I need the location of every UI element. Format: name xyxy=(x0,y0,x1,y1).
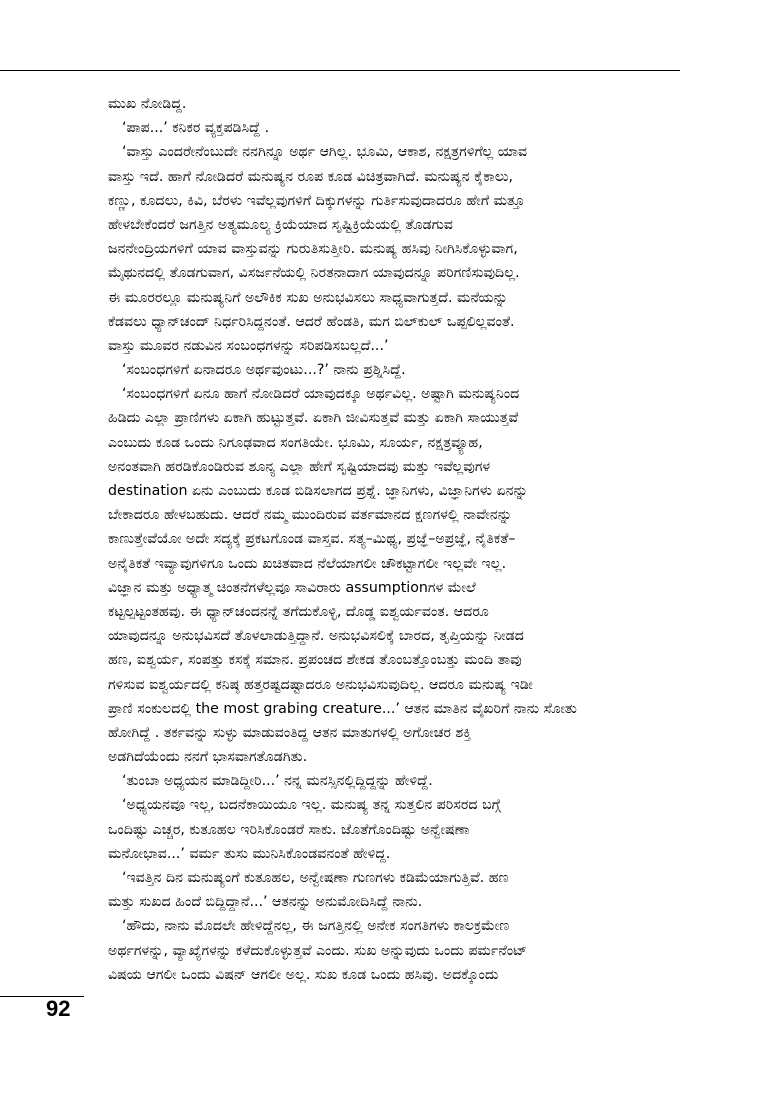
text-line: ಒಂದಿಷ್ಟು ಎಚ್ಚರ, ಕುತೂಹಲ ಇರಿಸಿಕೊಂಡರೆ ಸಾಕು. ಜೊತೆಗೊಂದಿಷ್ಟು ಅನ್ವೇಷಣಾ xyxy=(108,821,470,838)
text-line: ‘ಪಾಪ...’ ಕನಿಕರ ವ್ಯಕ್ತಪಡಿಸಿದ್ದೆ . xyxy=(122,120,270,137)
text-line: ವಿಷಯ ಆಗಲೀ ಒಂದು ವಿಷನ್ ಆಗಲೀ ಅಲ್ಲ. ಸುಖ ಕೂಡ ಒಂದು ಹಸಿವು. ಅದಕ್ಕೊಂದು xyxy=(108,966,499,983)
text-line: ಕಾಣುತ್ತೇವೆಯೋ ಅದೇ ಸದ್ಯಕ್ಕೆ ಪ್ರಕಟಗೊಂಡ ವಾಸ್ತವ. ಸತ್ಯ–ಮಿಥ್ಯ, ಪ್ರಜ್ಞೆ–ಅಪ್ರಜ್ಞೆ, ನೈತಿಕತೆ– xyxy=(108,531,516,548)
text-line: ಅಡಗಿದೆಯೆಂದು ನನಗೆ ಭಾಸವಾಗತೊಡಗಿತು. xyxy=(108,749,308,766)
top-divider xyxy=(0,70,680,71)
text-line: ಅನಂತವಾಗಿ ಹರಡಿಕೊಂಡಿರುವ ಶೂನ್ಯ ಎಲ್ಲಾ ಹೇಗೆ ಸೃಷ್ಟಿಯಾದವು ಮತ್ತು ಇವೆಲ್ಲವುಗಳ xyxy=(108,458,491,475)
text-line: ಗಳಿಸುವ ಐಶ್ವರ್ಯದಲ್ಲಿ ಕನಿಷ್ಠ ಹತ್ತರಷ್ಟದಷ್ಟಾದರೂ ಅನುಭವಿಸುವುದಿಲ್ಲ. ಆದರೂ ಮನುಷ್ಯ ಇಡೀ xyxy=(108,676,533,693)
text-line: ವಾಸ್ತು ಮೂವರ ನಡುವಿನ ಸಂಬಂಧಗಳನ್ನು ಸರಿಪಡಿಸಬಲ್ಲದೆ...’ xyxy=(108,337,389,354)
text-line: ಅನೈತಿಕತೆ ಇವ್ಯಾವುಗಳಿಗೂ ಒಂದು ಖಚಿತವಾದ ನೆಲೆಯಾಗಲೀ ಚೌಕಟ್ಟಾಗಲೀ ಇಲ್ಲವೇ ಇಲ್ಲ. xyxy=(108,555,507,572)
text-line: ಈ ಮೂರರಲ್ಲೂ ಮನುಷ್ಯನಿಗೆ ಅಲೌಕಿಕ ಸುಖ ಅನುಭವಿಸಲು ಸಾಧ್ಯವಾಗುತ್ತದೆ. ಮನೆಯನ್ನು xyxy=(108,289,508,306)
text-line: ಮೈಥುನದಲ್ಲಿ ತೊಡಗುವಾಗ, ವಿಸರ್ಜನೆಯಲ್ಲಿ ನಿರತನಾದಾಗ ಯಾವುದನ್ನೂ ಪರಿಗಣಿಸುವುದಿಲ್ಲ. xyxy=(108,265,520,282)
text-line: ಯಾವುದನ್ನೂ ಅನುಭವಿಸದೆ ತೊಳಲಾಡುತ್ತಿದ್ದಾನೆ. ಅನುಭವಿಸಲಿಕ್ಕೆ ಬಾರದ, ತೃಪ್ತಿಯನ್ನು ನೀಡದ xyxy=(108,628,524,645)
text-line: ‘ಸಂಬಂಧಗಳಿಗೆ ಏನಾದರೂ ಅರ್ಥವುಂಟು...?’ ನಾನು ಪ್ರಶ್ನಿಸಿದ್ದೆ. xyxy=(122,362,406,379)
text-line: ‘ತುಂಬಾ ಅಧ್ಯಯನ ಮಾಡಿದ್ದೀರಿ...’ ನನ್ನ ಮನಸ್ಸಿನಲ್ಲಿದ್ದಿದ್ದನ್ನು ಹೇಳಿದ್ದೆ. xyxy=(122,773,433,790)
text-line: ಕಣ್ಣು, ಕೂದಲು, ಕಿವಿ, ಬೆರಳು ಇವೆಲ್ಲವುಗಳಿಗೆ ದಿಕ್ಕುಗಳನ್ನು ಗುರ್ತಿಸುವುದಾದರೂ ಹೇಗೆ ಮತ್ತೂ xyxy=(108,192,525,209)
text-line: ‘ಅಧ್ಯಯನವೂ ಇಲ್ಲ, ಬದನೆಕಾಯಿಯೂ ಇಲ್ಲ. ಮನುಷ್ಯ ತನ್ನ ಸುತ್ತಲಿನ ಪರಿಸರದ ಬಗ್ಗೆ xyxy=(122,797,501,814)
text-line: ‘ಇವತ್ತಿನ ದಿನ ಮನುಷ್ಯಂಗೆ ಕುತೂಹಲ, ಅನ್ವೇಷಣಾ ಗುಣಗಳು ಕಡಿಮೆಯಾಗುತ್ತಿವೆ. ಹಣ xyxy=(122,870,509,886)
page-number-divider xyxy=(0,996,84,997)
text-line: ಪ್ರಾಣಿ ಸಂಕುಲದಲ್ಲಿ the most grabing creature...’ ಆತನ ಮಾತಿನ ವೈಖರಿಗೆ ನಾನು ಸೋತು xyxy=(108,700,577,717)
text-line: ಬೇಕಾದರೂ ಹೇಳಬಹುದು. ಆದರೆ ನಮ್ಮ ಮುಂದಿರುವ ವರ್ತಮಾನದ ಕ್ಷಣಗಳಲ್ಲಿ ನಾವೇನನ್ನು xyxy=(108,507,513,524)
text-line: ಹೋಗಿದ್ದೆ . ತರ್ಕವನ್ನು ಸುಳ್ಳು ಮಾಡುವಂತಿದ್ದ ಆತನ ಮಾತುಗಳಲ್ಲಿ ಅಗೋಚರ ಶಕ್ತಿ xyxy=(108,724,472,741)
text-line: ಮುಖ ನೋಡಿದ್ದ. xyxy=(108,96,187,112)
text-line: ‘ಸಂಬಂಧಗಳಿಗೆ ಏನೂ ಹಾಗೆ ನೋಡಿದರೆ ಯಾವುದಕ್ಕೂ ಅರ್ಥವಿಲ್ಲ. ಅಷ್ಟಾಗಿ ಮನುಷ್ಯನಿಂದ xyxy=(122,386,520,403)
text-line: ವಿಜ್ಞಾನ ಮತ್ತು ಅಧ್ಯಾತ್ಮ ಚಿಂತನೆಗಳೆಲ್ಲವೂ ಸಾವಿರಾರು assumptionಗಳ ಮೇಲೆ xyxy=(108,579,476,596)
page-body-text xyxy=(108,92,686,987)
text-line: ಕಟ್ಟಲ್ಪಟ್ಟಂತಹವು. ಈ ಧ್ಯಾನ್‌ಚಂದನನ್ನೆ ತಗೆದುಕೊಳ್ಳಿ, ದೊಡ್ಡ ಐಶ್ವರ್ಯವಂತ. ಆದರೂ xyxy=(108,603,489,620)
text-line: ಜನನೇಂದ್ರಿಯಗಳಿಗೆ ಯಾವ ವಾಸ್ತುವನ್ನು ಗುರುತಿಸುತ್ತೀರಿ. ಮನುಷ್ಯ ಹಸಿವು ನೀಗಿಸಿಕೊಳ್ಳುವಾಗ, xyxy=(108,241,518,258)
text-line: ಹಣ, ಐಶ್ವರ್ಯ, ಸಂಪತ್ತು ಕಸಕ್ಕೆ ಸಮಾನ. ಪ್ರಪಂಚದ ಶೇಕಡ ತೊಂಬತ್ತೊಂಬತ್ತು ಮಂದಿ ತಾವು xyxy=(108,652,522,669)
text-line: ವಾಸ್ತು ಇದೆ. ಹಾಗೆ ನೋಡಿದರೆ ಮನುಷ್ಯನ ರೂಪ ಕೂಡ ವಿಚಿತ್ರವಾಗಿದೆ. ಮನುಷ್ಯನ ಕೈಕಾಲು, xyxy=(108,168,514,185)
text-line: ‘ವಾಸ್ತು ಎಂದರೇನೆಂಬುದೇ ನನಗಿನ್ನೂ ಅರ್ಥ ಆಗಿಲ್ಲ. ಭೂಮಿ, ಆಕಾಶ, ನಕ್ಷತ್ರಗಳಿಗೆಲ್ಲ ಯಾವ xyxy=(122,144,528,161)
page-number: 92 xyxy=(46,996,71,1021)
text-line: ಹಿಡಿದು ಎಲ್ಲಾ ಪ್ರಾಣಿಗಳು ಏಕಾಗಿ ಹುಟ್ಟುತ್ತವೆ. ಏಕಾಗಿ ಜೀವಿಸುತ್ತವೆ ಮತ್ತು ಏಕಾಗಿ ಸಾಯುತ್ತವೆ xyxy=(108,410,519,427)
text-line: ಮತ್ತು ಸುಖದ ಹಿಂದೆ ಬಿದ್ದಿದ್ದಾನೆ...’ ಆತನನ್ನು ಅನುಮೋದಿಸಿದ್ದೆ ನಾನು. xyxy=(108,894,423,911)
text-line: ಹೇಳಬೇಕೆಂದರೆ ಜಗತ್ತಿನ ಅತ್ಯಮೂಲ್ಯ ಕ್ರಿಯೆಯಾದ ಸೃಷ್ಟಿಕ್ರಿಯೆಯಲ್ಲಿ ತೊಡಗುವ xyxy=(108,216,453,233)
text-line: ಎಂಬುದು ಕೂಡ ಒಂದು ನಿಗೂಢವಾದ ಸಂಗತಿಯೇ. ಭೂಮಿ, ಸೂರ್ಯ, ನಕ್ಷತ್ರವ್ಯೂಹ, xyxy=(108,434,483,451)
text-line: ಅರ್ಥಗಳನ್ನು, ವ್ಯಾಖ್ಯೆಗಳನ್ನು ಕಳೆದುಕೊಳ್ಳುತ್ತವೆ ಎಂದು. ಸುಖ ಅನ್ನುವುದು ಒಂದು ಪರ್ಮನೆಂಟ್ xyxy=(108,942,528,959)
text-line: ಕೆಡವಲು ಧ್ಯಾನ್‌ಚಂದ್ ನಿರ್ಧರಿಸಿದ್ದನಂತೆ. ಆದರೆ ಹೆಂಡತಿ, ಮಗ ಬಿಲ್‌ಕುಲ್ ಒಪ್ಪಲಿಲ್ಲವಂತೆ. xyxy=(108,313,515,330)
text-line: destination ಏನು ಎಂಬುದು ಕೂಡ ಬಿಡಿಸಲಾಗದ ಪ್ರಶ್ನೆ. ಜ್ಞಾನಿಗಳು, ವಿಜ್ಞಾನಿಗಳು ಏನನ್ನು xyxy=(108,483,528,499)
text-line: ಮನೋಭಾವ...’ ವರ್ಮ ತುಸು ಮುನಿಸಿಕೊಂಡವನಂತೆ ಹೇಳಿದ್ದ. xyxy=(108,845,391,862)
text-line: ‘ಹೌದು, ನಾನು ಮೊದಲೇ ಹೇಳಿದ್ದೆನಲ್ಲ, ಈ ಜಗತ್ತಿನಲ್ಲಿ ಅನೇಕ ಸಂಗತಿಗಳು ಕಾಲಕ್ರಮೇಣ xyxy=(122,918,510,935)
